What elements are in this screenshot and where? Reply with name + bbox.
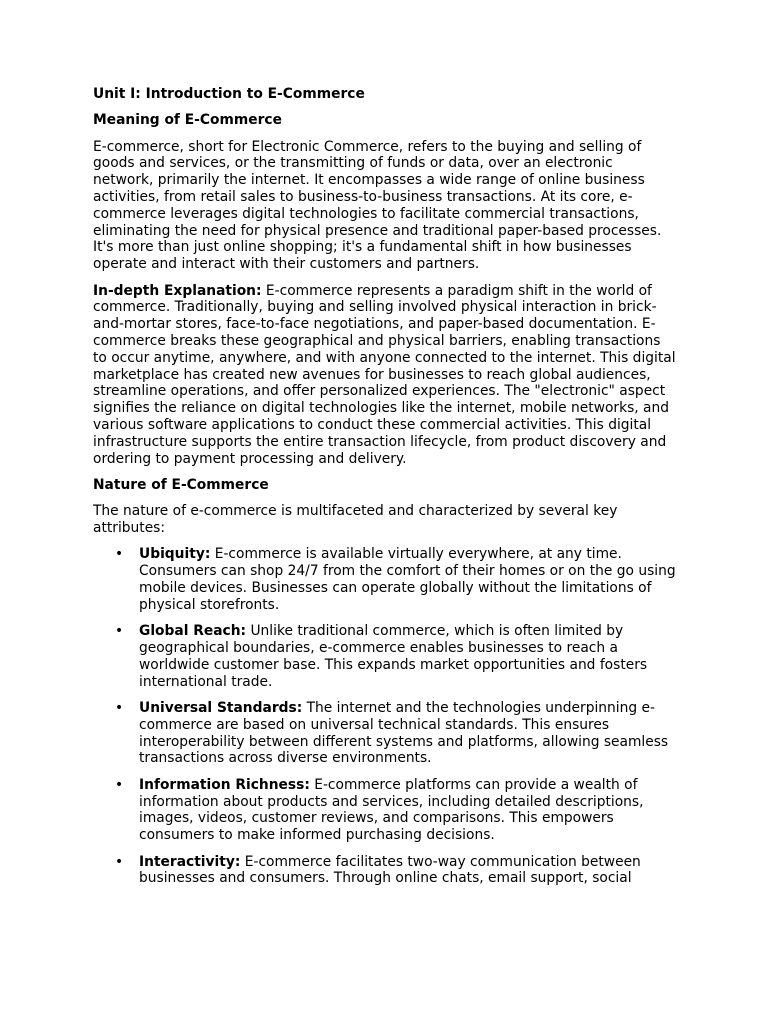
indepth-paragraph	[93, 283, 677, 468]
list-item	[115, 623, 677, 690]
meaning-heading: Meaning of E-Commerce	[93, 112, 282, 129]
bullet-icon: •	[115, 776, 124, 793]
indepth-text: E-commerce represents a paradigm shift in the world of commerce. Traditionally, buying and selling involved physical interaction in brick-and-mortar stores, face-to-face negotiations, and paper-based documentation. E-commerce breaks these geographical and physical barriers, enabling transactions to occur anytime, anywhere, and with anyone connected to the internet. This digital marketplace has created new avenues for businesses to reach global audiences, streamline operations, and offer personalized experiences. The "electronic" aspect signifies the reliance on digital technologies like the internet, mobile networks, and various software applications to conduct these commercial activities. This digital infrastructure supports the entire transaction lifecycle, from product discovery and ordering to payment processing and delivery.	[93, 282, 676, 467]
list-item	[115, 699, 677, 767]
bullet-icon: •	[115, 699, 124, 716]
attribute-label: Universal Standards:	[139, 699, 303, 716]
unit-title: Unit I: Introduction to E-Commerce	[93, 86, 365, 102]
attribute-text: E-commerce platforms can provide a wealth of information about products and services, including detailed descriptions, images, videos, customer reviews, and comparisons. This empowers consumers to make informed purchasing decisions.	[139, 776, 644, 844]
document-page	[93, 86, 677, 897]
attribute-text: E-commerce facilitates two-way communication between businesses and consumers. Through online chats, email support, social	[139, 853, 641, 887]
attribute-text: Unlike traditional commerce, which is often limited by geographical boundaries, e-commerce enables businesses to reach a worldwide customer base. This expands market opportunities and fosters international trade.	[139, 623, 648, 690]
attribute-text: E-commerce is available virtually everywhere, at any time. Consumers can shop 24/7 from the comfort of their homes or on the go using mobile devices. Businesses can operate globally without the limitations of physical storefronts.	[139, 546, 676, 613]
bullet-icon: •	[115, 546, 124, 563]
list-item	[115, 546, 677, 613]
attribute-label: Interactivity:	[139, 853, 241, 870]
meaning-paragraph: E-commerce, short for Electronic Commerce, refers to the buying and selling of goods and services, or the transmitting of funds or data, over an electronic network, primarily the internet. It encompasses a wide range of online business activities, from retail sales to business-to-business transactions. At its core, e-commerce leverages digital technologies to facilitate commercial transactions, eliminating the need for physical presence and traditional paper-based processes. It's more than just online shopping; it's a fundamental shift in how businesses operate and interact with their customers and partners.	[93, 138, 662, 273]
attribute-text: The internet and the technologies underpinning e-commerce are based on universal technical standards. This ensures interoperability between different systems and platforms, allowing seamless transactions across diverse environments.	[139, 699, 669, 767]
attribute-label: Information Richness:	[139, 776, 310, 793]
bullet-icon: •	[115, 853, 124, 870]
attribute-label: Global Reach:	[139, 623, 247, 640]
attribute-label: Ubiquity:	[139, 546, 211, 563]
list-item	[115, 776, 677, 844]
attributes-list	[93, 546, 677, 887]
bullet-icon: •	[115, 623, 124, 640]
nature-heading: Nature of E-Commerce	[93, 476, 269, 493]
nature-intro: The nature of e-commerce is multifaceted and characterized by several key attributes:	[93, 503, 618, 537]
list-item	[115, 853, 677, 888]
indepth-label: In-depth Explanation:	[93, 282, 262, 299]
